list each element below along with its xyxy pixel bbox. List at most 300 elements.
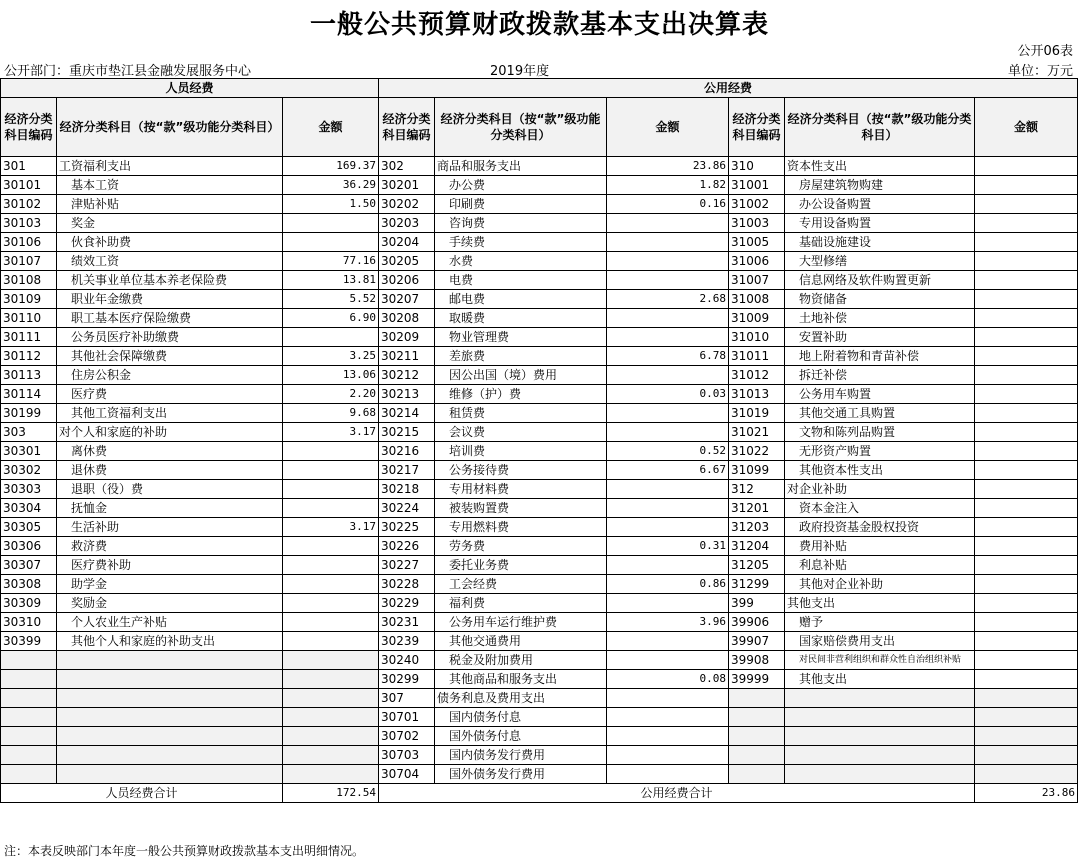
cell-name: 其他个人和家庭的补助支出 (57, 632, 283, 651)
cell-amount (975, 347, 1078, 366)
cell-name: 对企业补助 (785, 480, 975, 499)
section-public-header: 公用经费 (379, 79, 1078, 98)
cell-name: 专用设备购置 (785, 214, 975, 233)
cell-code: 31011 (729, 347, 785, 366)
cell-name: 助学金 (57, 575, 283, 594)
cell-amount (607, 366, 729, 385)
cell-code: 30240 (379, 651, 435, 670)
col-code-header: 经济分类科目编码 (729, 98, 785, 157)
cell-code: 30102 (1, 195, 57, 214)
cell-amount (283, 594, 379, 613)
cell-amount (283, 765, 379, 784)
cell-amount (283, 537, 379, 556)
cell-name: 其他对企业补助 (785, 575, 975, 594)
cell-name: 其他交通工具购置 (785, 404, 975, 423)
cell-amount (607, 328, 729, 347)
cell-code: 31008 (729, 290, 785, 309)
cell-amount (283, 556, 379, 575)
table-row (1, 347, 1078, 366)
cell-amount (283, 670, 379, 689)
cell-amount (975, 157, 1078, 176)
cell-name: 奖金 (57, 214, 283, 233)
cell-code: 39906 (729, 613, 785, 632)
cell-amount (607, 233, 729, 252)
cell-name: 信息网络及软件购置更新 (785, 271, 975, 290)
cell-code: 399 (729, 594, 785, 613)
table-row (1, 461, 1078, 480)
cell-name: 基础设施建设 (785, 233, 975, 252)
cell-amount (283, 689, 379, 708)
cell-name: 国外债务发行费用 (435, 765, 607, 784)
cell-name: 物业管理费 (435, 328, 607, 347)
table-row (1, 309, 1078, 328)
cell-name: 资本金注入 (785, 499, 975, 518)
cell-code: 31012 (729, 366, 785, 385)
cell-name: 其他资本性支出 (785, 461, 975, 480)
table-row (1, 404, 1078, 423)
cell-code (1, 670, 57, 689)
cell-name: 国内债务发行费用 (435, 746, 607, 765)
cell-name: 房屋建筑物购建 (785, 176, 975, 195)
cell-code (729, 765, 785, 784)
cell-name: 水费 (435, 252, 607, 271)
cell-name: 其他商品和服务支出 (435, 670, 607, 689)
cell-code: 31019 (729, 404, 785, 423)
cell-name: 机关事业单位基本养老保险费 (57, 271, 283, 290)
cell-amount: 3.25 (283, 347, 379, 366)
cell-code: 30239 (379, 632, 435, 651)
cell-amount (607, 480, 729, 499)
table-row (1, 537, 1078, 556)
cell-name (57, 765, 283, 784)
cell-code: 30202 (379, 195, 435, 214)
cell-name: 税金及附加费用 (435, 651, 607, 670)
cell-code: 30305 (1, 518, 57, 537)
table-row (1, 252, 1078, 271)
cell-amount (607, 632, 729, 651)
cell-name: 住房公积金 (57, 366, 283, 385)
cell-name: 培训费 (435, 442, 607, 461)
cell-amount (975, 309, 1078, 328)
cell-code: 30299 (379, 670, 435, 689)
col-amount-header: 金额 (607, 98, 729, 157)
cell-name: 公务员医疗补助缴费 (57, 328, 283, 347)
cell-name (785, 746, 975, 765)
table-row (1, 290, 1078, 309)
cell-amount (975, 499, 1078, 518)
cell-name: 奖励金 (57, 594, 283, 613)
cell-name: 公务接待费 (435, 461, 607, 480)
cell-name: 其他支出 (785, 670, 975, 689)
expenditure-table (0, 78, 1078, 803)
cell-amount (975, 613, 1078, 632)
cell-amount (607, 651, 729, 670)
cell-amount (607, 518, 729, 537)
cell-name (785, 708, 975, 727)
cell-code: 30702 (379, 727, 435, 746)
cell-code: 30212 (379, 366, 435, 385)
cell-name: 绩效工资 (57, 252, 283, 271)
cell-name (57, 651, 283, 670)
cell-code (729, 689, 785, 708)
table-row (1, 176, 1078, 195)
cell-amount: 1.82 (607, 176, 729, 195)
cell-code (1, 727, 57, 746)
cell-code: 30206 (379, 271, 435, 290)
col-name-header: 经济分类科目（按“款”级功能分类科目） (785, 98, 975, 157)
cell-code: 30209 (379, 328, 435, 347)
cell-name: 大型修缮 (785, 252, 975, 271)
cell-amount: 3.17 (283, 518, 379, 537)
cell-amount (975, 442, 1078, 461)
cell-name: 福利费 (435, 594, 607, 613)
col-name-header: 经济分类科目（按“款”级功能分类科目） (57, 98, 283, 157)
cell-code: 30114 (1, 385, 57, 404)
cell-code: 307 (379, 689, 435, 708)
table-row (1, 442, 1078, 461)
cell-name: 商品和服务支出 (435, 157, 607, 176)
cell-code: 30213 (379, 385, 435, 404)
cell-name (785, 765, 975, 784)
cell-amount (975, 290, 1078, 309)
table-row (1, 328, 1078, 347)
cell-name: 津贴补贴 (57, 195, 283, 214)
cell-code: 30211 (379, 347, 435, 366)
cell-code: 31021 (729, 423, 785, 442)
cell-name: 土地补偿 (785, 309, 975, 328)
cell-name: 安置补助 (785, 328, 975, 347)
cell-name (57, 689, 283, 708)
cell-code: 30307 (1, 556, 57, 575)
cell-amount (975, 252, 1078, 271)
cell-amount: 2.20 (283, 385, 379, 404)
cell-amount (283, 632, 379, 651)
cell-name: 医疗费补助 (57, 556, 283, 575)
cell-code: 30109 (1, 290, 57, 309)
cell-name: 救济费 (57, 537, 283, 556)
cell-amount (975, 233, 1078, 252)
cell-name: 劳务费 (435, 537, 607, 556)
cell-code (1, 651, 57, 670)
cell-name: 印刷费 (435, 195, 607, 214)
cell-amount: 3.96 (607, 613, 729, 632)
cell-amount: 9.68 (283, 404, 379, 423)
cell-code: 30207 (379, 290, 435, 309)
cell-code: 30704 (379, 765, 435, 784)
cell-amount: 0.03 (607, 385, 729, 404)
cell-name: 工资福利支出 (57, 157, 283, 176)
cell-code: 30227 (379, 556, 435, 575)
cell-code: 39908 (729, 651, 785, 670)
cell-name: 公务用车购置 (785, 385, 975, 404)
cell-code: 30399 (1, 632, 57, 651)
cell-code: 31010 (729, 328, 785, 347)
table-code: 公开06表 (1017, 44, 1073, 59)
cell-code: 30108 (1, 271, 57, 290)
cell-amount (975, 366, 1078, 385)
cell-code: 30112 (1, 347, 57, 366)
cell-name: 被装购置费 (435, 499, 607, 518)
cell-amount (607, 765, 729, 784)
cell-name: 无形资产购置 (785, 442, 975, 461)
table-row (1, 518, 1078, 537)
cell-name: 手续费 (435, 233, 607, 252)
cell-amount: 0.52 (607, 442, 729, 461)
department-label: 公开部门：重庆市垫江县金融发展服务中心 (4, 64, 252, 79)
cell-amount (283, 575, 379, 594)
cell-name: 抚恤金 (57, 499, 283, 518)
cell-amount (607, 252, 729, 271)
cell-amount (283, 442, 379, 461)
cell-amount (975, 556, 1078, 575)
cell-amount (607, 214, 729, 233)
cell-amount (607, 746, 729, 765)
col-code-header: 经济分类科目编码 (379, 98, 435, 157)
cell-amount (607, 309, 729, 328)
cell-amount: 6.78 (607, 347, 729, 366)
table-row (1, 233, 1078, 252)
cell-amount (975, 404, 1078, 423)
cell-amount (975, 651, 1078, 670)
cell-code: 30205 (379, 252, 435, 271)
cell-code: 30231 (379, 613, 435, 632)
cell-code: 31002 (729, 195, 785, 214)
cell-code: 303 (1, 423, 57, 442)
cell-amount (975, 670, 1078, 689)
cell-amount (283, 461, 379, 480)
cell-amount (975, 480, 1078, 499)
cell-code: 30215 (379, 423, 435, 442)
table-row (1, 594, 1078, 613)
cell-name: 离休费 (57, 442, 283, 461)
cell-amount: 0.08 (607, 670, 729, 689)
cell-code: 30216 (379, 442, 435, 461)
cell-amount (283, 214, 379, 233)
table-body (1, 157, 1078, 784)
table-row (1, 480, 1078, 499)
cell-code: 31205 (729, 556, 785, 575)
cell-name (57, 727, 283, 746)
cell-name: 办公费 (435, 176, 607, 195)
cell-name: 生活补助 (57, 518, 283, 537)
personnel-total-label: 人员经费合计 (1, 784, 283, 803)
cell-amount (975, 176, 1078, 195)
cell-name: 会议费 (435, 423, 607, 442)
cell-amount: 6.90 (283, 309, 379, 328)
cell-amount: 0.86 (607, 575, 729, 594)
cell-code: 31099 (729, 461, 785, 480)
cell-name (785, 689, 975, 708)
unit-label: 单位：万元 (1007, 64, 1073, 79)
cell-code: 31013 (729, 385, 785, 404)
cell-code: 30110 (1, 309, 57, 328)
table-row (1, 214, 1078, 233)
cell-code: 30107 (1, 252, 57, 271)
cell-name (57, 708, 283, 727)
cell-code: 31007 (729, 271, 785, 290)
cell-code: 301 (1, 157, 57, 176)
cell-code: 310 (729, 157, 785, 176)
cell-code: 30103 (1, 214, 57, 233)
cell-name: 租赁费 (435, 404, 607, 423)
cell-code: 39999 (729, 670, 785, 689)
cell-name: 对个人和家庭的补助 (57, 423, 283, 442)
cell-amount: 36.29 (283, 176, 379, 195)
cell-code: 30214 (379, 404, 435, 423)
cell-amount (283, 233, 379, 252)
cell-code: 31005 (729, 233, 785, 252)
cell-name: 因公出国（境）费用 (435, 366, 607, 385)
cell-amount (975, 385, 1078, 404)
section-personnel-header: 人员经费 (1, 79, 379, 98)
cell-amount (975, 423, 1078, 442)
cell-amount (975, 632, 1078, 651)
cell-name: 赠予 (785, 613, 975, 632)
cell-code (729, 746, 785, 765)
cell-code: 31022 (729, 442, 785, 461)
cell-code: 30111 (1, 328, 57, 347)
cell-amount (975, 746, 1078, 765)
page-title: 一般公共预算财政拨款基本支出决算表 (309, 10, 769, 40)
cell-code: 30703 (379, 746, 435, 765)
cell-amount (607, 423, 729, 442)
cell-code: 302 (379, 157, 435, 176)
cell-name: 医疗费 (57, 385, 283, 404)
cell-code: 30224 (379, 499, 435, 518)
cell-amount (975, 214, 1078, 233)
cell-code (1, 689, 57, 708)
cell-name: 利息补贴 (785, 556, 975, 575)
cell-amount (975, 195, 1078, 214)
cell-amount: 5.52 (283, 290, 379, 309)
cell-amount: 169.37 (283, 157, 379, 176)
col-code-header: 经济分类科目编码 (1, 98, 57, 157)
cell-name: 其他支出 (785, 594, 975, 613)
cell-code: 30309 (1, 594, 57, 613)
cell-amount (975, 518, 1078, 537)
cell-amount: 2.68 (607, 290, 729, 309)
cell-name: 委托业务费 (435, 556, 607, 575)
cell-code (1, 765, 57, 784)
cell-code: 30217 (379, 461, 435, 480)
cell-name: 物资储备 (785, 290, 975, 309)
cell-amount (607, 404, 729, 423)
table-row (1, 271, 1078, 290)
cell-name: 职业年金缴费 (57, 290, 283, 309)
cell-code: 30308 (1, 575, 57, 594)
cell-code: 30218 (379, 480, 435, 499)
cell-amount (283, 613, 379, 632)
cell-amount: 23.86 (607, 157, 729, 176)
cell-amount (283, 499, 379, 518)
table-row (1, 385, 1078, 404)
cell-name (785, 727, 975, 746)
cell-code: 30302 (1, 461, 57, 480)
cell-name: 工会经费 (435, 575, 607, 594)
cell-amount (975, 594, 1078, 613)
cell-amount (975, 328, 1078, 347)
table-row (1, 613, 1078, 632)
cell-amount (607, 499, 729, 518)
cell-code (729, 708, 785, 727)
cell-code: 30310 (1, 613, 57, 632)
cell-amount (607, 271, 729, 290)
cell-code: 30301 (1, 442, 57, 461)
table-row (1, 670, 1078, 689)
cell-amount (283, 708, 379, 727)
table-row (1, 708, 1078, 727)
cell-name: 公务用车运行维护费 (435, 613, 607, 632)
col-amount-header: 金额 (283, 98, 379, 157)
cell-code: 31009 (729, 309, 785, 328)
cell-name: 伙食补助费 (57, 233, 283, 252)
cell-amount (283, 480, 379, 499)
cell-amount (283, 328, 379, 347)
cell-amount: 0.16 (607, 195, 729, 214)
cell-name (57, 670, 283, 689)
cell-amount (283, 727, 379, 746)
cell-code: 30306 (1, 537, 57, 556)
table-row (1, 727, 1078, 746)
cell-code: 30106 (1, 233, 57, 252)
cell-code: 31006 (729, 252, 785, 271)
cell-code: 31204 (729, 537, 785, 556)
cell-code: 30199 (1, 404, 57, 423)
cell-amount (975, 708, 1078, 727)
cell-code: 30113 (1, 366, 57, 385)
cell-name: 咨询费 (435, 214, 607, 233)
cell-name: 地上附着物和青苗补偿 (785, 347, 975, 366)
cell-code: 30229 (379, 594, 435, 613)
cell-code: 30304 (1, 499, 57, 518)
cell-code: 30203 (379, 214, 435, 233)
personnel-total-value: 172.54 (283, 784, 379, 803)
table-row (1, 157, 1078, 176)
col-amount-header: 金额 (975, 98, 1078, 157)
public-total-label: 公用经费合计 (379, 784, 975, 803)
cell-name: 费用补贴 (785, 537, 975, 556)
cell-name: 国外债务付息 (435, 727, 607, 746)
cell-code: 30228 (379, 575, 435, 594)
cell-amount: 1.50 (283, 195, 379, 214)
cell-name: 专用燃料费 (435, 518, 607, 537)
table-row (1, 499, 1078, 518)
cell-name: 文物和陈列品购置 (785, 423, 975, 442)
cell-name: 办公设备购置 (785, 195, 975, 214)
cell-code: 30701 (379, 708, 435, 727)
cell-amount (607, 727, 729, 746)
cell-name: 政府投资基金股权投资 (785, 518, 975, 537)
table-row (1, 366, 1078, 385)
cell-code: 31003 (729, 214, 785, 233)
table-row (1, 651, 1078, 670)
table-row (1, 689, 1078, 708)
cell-name: 拆迁补偿 (785, 366, 975, 385)
cell-amount: 3.17 (283, 423, 379, 442)
cell-amount (607, 708, 729, 727)
cell-name: 邮电费 (435, 290, 607, 309)
cell-amount (283, 651, 379, 670)
cell-amount (607, 594, 729, 613)
table-row (1, 746, 1078, 765)
cell-code: 30208 (379, 309, 435, 328)
table-row (1, 556, 1078, 575)
cell-name: 国内债务付息 (435, 708, 607, 727)
cell-name: 退休费 (57, 461, 283, 480)
cell-amount: 77.16 (283, 252, 379, 271)
cell-code: 31299 (729, 575, 785, 594)
cell-amount: 13.06 (283, 366, 379, 385)
